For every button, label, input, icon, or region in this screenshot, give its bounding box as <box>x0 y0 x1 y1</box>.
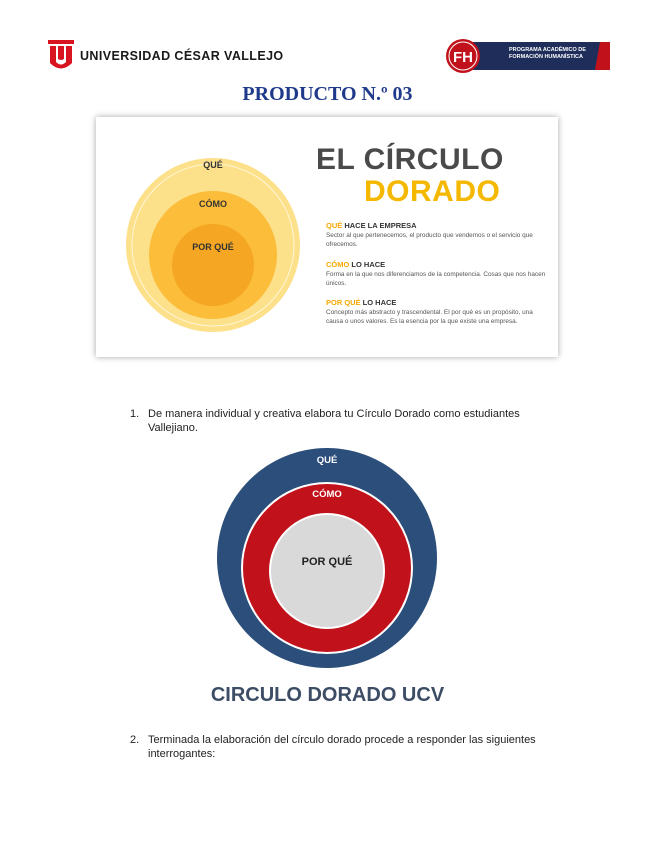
ring-label-porque: POR QUÉ <box>192 242 234 252</box>
ucv-ring-inner <box>270 514 384 628</box>
ring-label-como: CÓMO <box>199 199 227 209</box>
list-number: 1. <box>130 408 140 420</box>
ring-inner-porque <box>172 224 254 306</box>
ucv-golden-circle <box>216 447 438 669</box>
ring-label-que: QUÉ <box>203 160 223 170</box>
ucv-ring-label-que: QUÉ <box>316 455 338 466</box>
page-title: PRODUCTO N.º 03 <box>242 83 413 105</box>
ucv-logo-icon <box>48 40 74 72</box>
list-number: 2. <box>130 734 140 746</box>
ucv-ring-label-porque: POR QUÉ <box>301 556 353 568</box>
list-text: Terminada la elaboración del círculo dorado procede a responder las siguientes interrogantes: <box>148 734 536 760</box>
list-text: De manera individual y creativa elabora tu Círculo Dorado como estudiantes Vallejiano. <box>148 408 520 434</box>
infographic-title-line2: DORADO <box>364 175 501 208</box>
section-text: Forma en la que nos diferenciamos de la competencia. Cosas que nos hacen únicos. <box>326 271 546 287</box>
fh-monogram: FH <box>453 49 473 66</box>
section-text: Sector al que pertenecemos, el producto que vendemos o el servicio que ofrecemos. <box>326 232 533 248</box>
section-heading: CÓMO LO HACE <box>326 260 386 269</box>
section-heading: QUÉ HACE LA EMPRESA <box>326 221 417 230</box>
infographic-title-line1: EL CÍRCULO <box>316 143 504 176</box>
ucv-ring-label-como: CÓMO <box>312 489 342 500</box>
section-como <box>326 260 546 288</box>
section-text: Concepto más abstracto y trascendental. El por qué es un propósito, una causa o unos valores. Es la esencia por la que existe una empresa. <box>326 309 533 325</box>
ucv-circle-caption: CIRCULO DORADO UCV <box>210 684 445 706</box>
golden-circle-infographic <box>96 117 558 357</box>
university-name: UNIVERSIDAD CÉSAR VALLEJO <box>80 49 284 63</box>
fh-program-name: PROGRAMA ACADÉMICO DE FORMACIÓN HUMANÍSTICA <box>509 47 586 60</box>
section-que <box>326 221 546 249</box>
section-heading: POR QUÉ LO HACE <box>326 298 397 307</box>
section-porque <box>326 298 546 326</box>
